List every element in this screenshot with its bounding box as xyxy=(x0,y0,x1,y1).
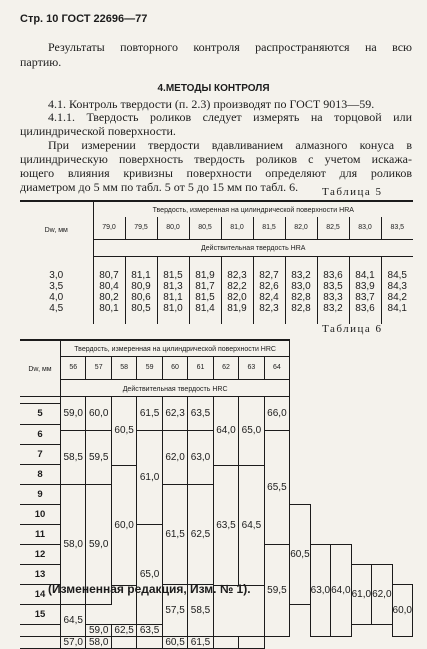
table-6-cell: 61,5 xyxy=(162,484,187,584)
table-6-cell: 59,0 xyxy=(61,396,86,430)
table-5-cell: 83,2 xyxy=(317,303,349,314)
table-6-dw-cell: 12 xyxy=(20,544,61,564)
table-6-cell: 65,0 xyxy=(137,524,162,624)
table-5-cell: 82,0 xyxy=(221,292,253,303)
table-6-cell: 57,0 xyxy=(61,636,86,648)
table-5-cell: 84,1 xyxy=(381,303,413,314)
table-6-cell: 59,0 xyxy=(86,624,111,636)
table-6-dw-cell: 5 xyxy=(20,403,61,424)
table-6-cell: 58,0 xyxy=(61,484,86,604)
table-5-dw-cell: 3,0 xyxy=(49,270,64,281)
table-6-cell: 59,0 xyxy=(86,484,111,604)
table-6-cell: 61,0 xyxy=(351,564,371,624)
table-5-cell: 84,2 xyxy=(381,292,413,303)
table-6-dw-cell: 14 xyxy=(20,584,61,604)
table-5-cell: 81,3 xyxy=(157,281,189,292)
table-5-col-head: 82,5 xyxy=(317,217,349,239)
table-6-col-head: 62 xyxy=(213,356,238,379)
table-6-cell: 62,0 xyxy=(162,430,187,484)
table-6-cell: 66,0 xyxy=(264,396,290,430)
paragraph-3-line-4: диаметром до 5 мм по табл. 5 от 5 до 15 мм по табл. 6. xyxy=(20,180,299,194)
table-6-col-head: 61 xyxy=(188,356,213,379)
table-5-cell: 81,9 xyxy=(189,270,221,281)
table-5-cell: 83,6 xyxy=(349,303,381,314)
table-6-cell: 60,0 xyxy=(111,465,136,585)
table-5-row xyxy=(20,303,413,314)
table-5-cell: 81,1 xyxy=(157,292,189,303)
table-5-cell: 80,7 xyxy=(93,270,125,281)
table-6-dw-label: Dw, мм xyxy=(28,366,52,374)
table-5-cell: 81,7 xyxy=(189,281,221,292)
table-6-col-head: 59 xyxy=(137,356,162,379)
table-6-dw-cell: 13 xyxy=(20,564,61,584)
table-5-cell: 80,1 xyxy=(93,303,125,314)
table-6-cell: 63,5 xyxy=(188,396,213,430)
table-5-cell: 81,5 xyxy=(157,270,189,281)
table-5-row xyxy=(20,281,413,292)
table-6-col-head: 60 xyxy=(162,356,187,379)
table-5-cell: 82,4 xyxy=(253,292,285,303)
amendment-note: (Измененная редакция, Изм. № 1). xyxy=(48,582,251,596)
table-5-measured-header xyxy=(93,201,413,217)
table-6-dw-cell: 11 xyxy=(20,524,61,544)
table-5-cell: 80,5 xyxy=(125,303,157,314)
table-5-cell: 82,3 xyxy=(253,303,285,314)
table-5-col-head: 83,0 xyxy=(349,217,381,239)
table-6-cell: 58,5 xyxy=(61,430,86,484)
table-6-actual-header xyxy=(61,379,290,396)
table-6-cell: 60,5 xyxy=(290,504,310,604)
table-6-cell: 60,5 xyxy=(162,636,187,648)
table-5-cell: 80,9 xyxy=(125,281,157,292)
table-5-row xyxy=(20,270,413,281)
table-5-col-head: 79,0 xyxy=(93,217,125,239)
table-5-cell: 82,3 xyxy=(221,270,253,281)
table-6-cell: 61,5 xyxy=(137,396,162,430)
table-6-caption: Таблица 6 xyxy=(322,323,383,335)
table-5-col-head: 81,0 xyxy=(221,217,253,239)
table-5-cell: 83,3 xyxy=(317,292,349,303)
table-6-cell: 59,5 xyxy=(264,544,290,636)
table-6-cell: 63,5 xyxy=(213,465,238,585)
paragraph-3-line-2: цилиндрическую поверхность твердость роликов с учетом искажа- xyxy=(20,152,412,166)
table-5-dw-label: Dw, мм xyxy=(44,226,68,234)
table-6-cell: 64,5 xyxy=(239,465,264,585)
paragraph-3-line-1: При измерении твердости вдавливанием алмазного конуса в xyxy=(48,138,412,152)
section-title: 4.МЕТОДЫ КОНТРОЛЯ xyxy=(157,83,270,94)
table-6-cell: 62,3 xyxy=(162,396,187,430)
table-6-cell: 58,5 xyxy=(188,584,213,636)
table-5-cell: 83,9 xyxy=(349,281,381,292)
table-5-row xyxy=(20,292,413,303)
table-5-dw-cell: 4,0 xyxy=(49,292,64,303)
table-6-cell: 63,0 xyxy=(310,544,330,636)
table-6-dw-header xyxy=(20,340,61,396)
table-5-cell: 83,5 xyxy=(317,281,349,292)
table-5-cell: 80,4 xyxy=(93,281,125,292)
table-6-cell: 59,5 xyxy=(86,430,111,484)
table-5-cell: 82,2 xyxy=(221,281,253,292)
table-6-cell: 58,0 xyxy=(86,636,111,648)
table-5-caption: Таблица 5 xyxy=(322,186,383,198)
table-6-col-head: 63 xyxy=(239,356,264,379)
table-6-cell: 61,0 xyxy=(137,430,162,524)
table-5-col-head: 79,5 xyxy=(125,217,157,239)
table-5-cell: 81,5 xyxy=(189,292,221,303)
table-5-cell: 84,5 xyxy=(381,270,413,281)
table-5-dw-header xyxy=(20,201,93,256)
paragraph-4-1: 4.1. Контроль твердости (п. 2.3) производят по ГОСТ 9013—59. xyxy=(48,97,375,111)
table-6-measured-header xyxy=(61,340,290,356)
intro-line-1: Результаты повторного контроля распространяются на всю xyxy=(48,40,412,54)
table-6-cell: 57,5 xyxy=(162,584,187,636)
table-5-dw-cell: 3,5 xyxy=(49,281,64,292)
table-6-dw-cell: 9 xyxy=(20,484,61,504)
table-6 xyxy=(20,339,413,649)
table-5-cell: 83,6 xyxy=(317,270,349,281)
table-5-cell: 83,7 xyxy=(349,292,381,303)
table-6-col-head: 57 xyxy=(86,356,111,379)
table-5-cell: 82,8 xyxy=(285,292,317,303)
table-5-cell: 81,0 xyxy=(157,303,189,314)
table-6-dw-cell: 8 xyxy=(20,464,61,484)
table-6-cell: 63,5 xyxy=(137,624,162,636)
table-6-cell: 62,0 xyxy=(372,564,392,624)
table-5-cell: 82,8 xyxy=(285,303,317,314)
table-6-dw-cell: 15 xyxy=(20,604,61,624)
table-6-cell: 65,5 xyxy=(264,430,290,544)
table-5-dw-cell: 4,5 xyxy=(49,303,64,314)
table-5-cell: 81,1 xyxy=(125,270,157,281)
table-6-col-head: 64 xyxy=(264,356,290,379)
table-6-cell: 61,5 xyxy=(188,636,213,648)
table-6-cell: 60,5 xyxy=(111,396,136,465)
paragraph-4-1-1-line-2: цилиндрической поверхности. xyxy=(20,124,176,138)
table-6-cell: 65,0 xyxy=(239,396,264,465)
table-5-cell: 84,1 xyxy=(349,270,381,281)
table-5-col-head: 80,5 xyxy=(189,217,221,239)
table-6-actual-label: Действительная твердость HRC xyxy=(122,385,228,393)
table-5-cell: 82,6 xyxy=(253,281,285,292)
page-header: Стр. 10 ГОСТ 22696—77 xyxy=(20,13,148,25)
table-5-cell: 80,2 xyxy=(93,292,125,303)
table-6-cell: 64,5 xyxy=(61,604,86,636)
table-5-actual-label: Действительная твердость HRA xyxy=(201,245,306,252)
paragraph-3-line-3: ющего влияния кривизны поверхности определяют для роликов xyxy=(20,166,412,180)
table-5-cell: 80,6 xyxy=(125,292,157,303)
table-5-cell: 84,3 xyxy=(381,281,413,292)
table-6-dw-cell: 10 xyxy=(20,504,61,524)
table-6-dw-cell: 7 xyxy=(20,444,61,464)
table-6-column-headers xyxy=(20,356,413,379)
table-6-cell: 62,5 xyxy=(188,484,213,584)
table-5-cell: 83,2 xyxy=(285,270,317,281)
table-6-cell: 64,0 xyxy=(331,544,351,636)
table-6-measured-label: Твердость, измеренная на цилиндрической поверхности HRC xyxy=(74,346,276,354)
table-6-col-head: 58 xyxy=(111,356,136,379)
table-6-cell: 62,5 xyxy=(111,624,136,636)
table-5-cell: 81,4 xyxy=(189,303,221,314)
table-5-actual-header xyxy=(93,239,413,256)
intro-line-2: партию. xyxy=(20,55,62,69)
table-6-cell: 60,0 xyxy=(392,584,412,636)
table-5-col-head: 82,0 xyxy=(285,217,317,239)
table-5-cell: 82,7 xyxy=(253,270,285,281)
table-5-col-head: 83,5 xyxy=(381,217,413,239)
table-6-col-head: 56 xyxy=(61,356,86,379)
table-6-cell: 63,0 xyxy=(188,430,213,484)
table-5-col-head: 81,5 xyxy=(253,217,285,239)
table-6-dw-cell: 6 xyxy=(20,424,61,444)
table-6-cell: 64,0 xyxy=(213,396,238,465)
table-5-cell: 81,9 xyxy=(221,303,253,314)
table-5-cell: 83,0 xyxy=(285,281,317,292)
table-5-col-head: 80,0 xyxy=(157,217,189,239)
paragraph-4-1-1-line-1: 4.1.1. Твердость роликов следует измерять на торцовой или xyxy=(48,110,412,124)
table-6-cell: 60,0 xyxy=(86,396,111,430)
table-5-measured-label: Твердость, измеренная на цилиндрической поверхности HRA xyxy=(152,207,354,214)
table-5 xyxy=(20,200,413,324)
